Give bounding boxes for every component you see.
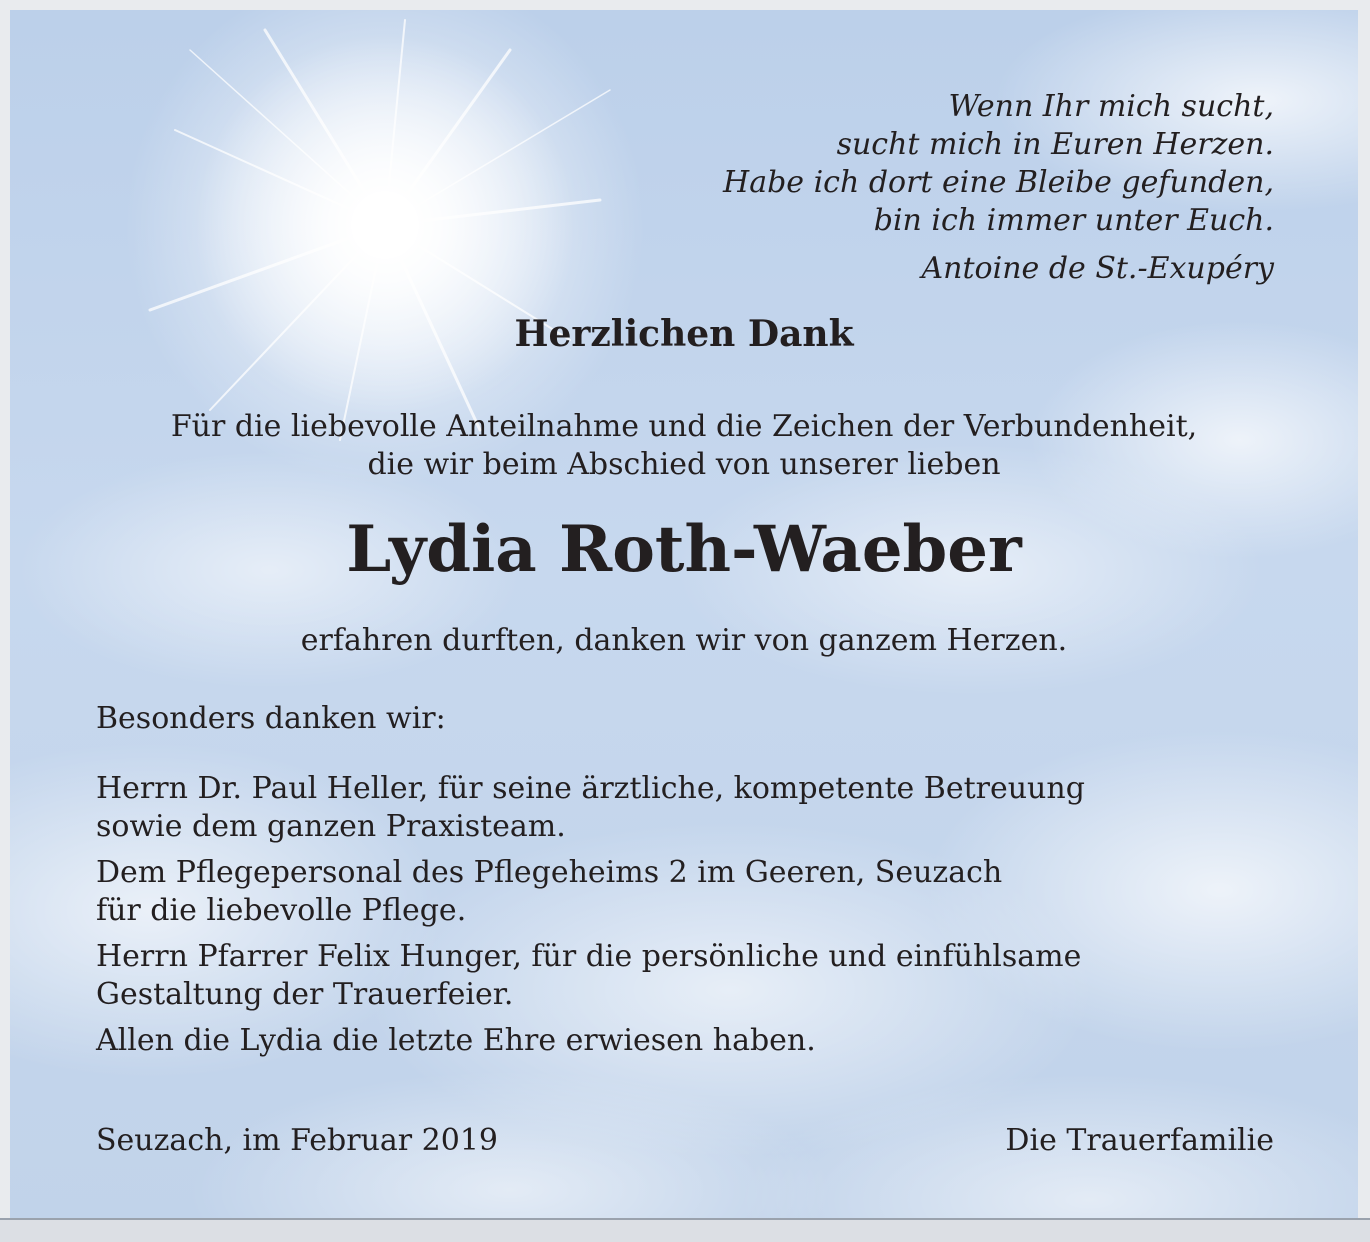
intro-line: Für die liebevolle Anteilnahme und die Zeichen der Verbundenheit, — [170, 409, 1198, 444]
intro-text — [10, 408, 1358, 484]
thanks-item — [96, 938, 1276, 1014]
poem-quote — [723, 88, 1274, 240]
after-name-text: erfahren durften, danken wir von ganzem Herzen. — [300, 623, 1068, 658]
thanks-item — [96, 1022, 1276, 1060]
thanks-line: Gestaltung der Trauerfeier. — [96, 977, 514, 1012]
signature: Die Trauerfamilie — [1005, 1123, 1274, 1158]
poem-line: bin ich immer unter Euch. — [873, 203, 1274, 238]
thanks-item — [96, 854, 1276, 930]
place-and-date: Seuzach, im Februar 2019 — [96, 1123, 498, 1158]
thanks-line: Herrn Dr. Paul Heller, für seine ärztliche, kompetente Betreuung — [96, 771, 1085, 806]
thanks-line: Herrn Pfarrer Felix Hunger, für die persönliche und einfühlsame — [96, 939, 1082, 974]
poem-author: Antoine de St.-Exupéry — [921, 251, 1274, 286]
thank-you-heading: Herzlichen Dank — [514, 313, 854, 355]
poem-line: Habe ich dort eine Bleibe gefunden, — [723, 165, 1274, 200]
thanks-line: sowie dem ganzen Praxisteam. — [96, 809, 566, 844]
thanks-line: für die liebevolle Pflege. — [96, 893, 467, 928]
poem-line: Wenn Ihr mich sucht, — [948, 89, 1274, 124]
thanks-list — [96, 770, 1276, 1068]
thanks-line: Allen die Lydia die letzte Ehre erwiesen haben. — [96, 1023, 816, 1058]
page-bottom-edge — [0, 1218, 1370, 1242]
thanks-item — [96, 770, 1276, 846]
thanks-line: Dem Pflegepersonal des Pflegeheims 2 im Geeren, Seuzach — [96, 855, 1003, 890]
obituary-notice — [10, 10, 1358, 1230]
intro-line: die wir beim Abschied von unserer lieben — [367, 447, 1001, 482]
poem-line: sucht mich in Euren Herzen. — [836, 127, 1274, 162]
deceased-name: Lydia Roth-Waeber — [346, 512, 1022, 587]
special-thanks-intro: Besonders danken wir: — [96, 701, 446, 736]
